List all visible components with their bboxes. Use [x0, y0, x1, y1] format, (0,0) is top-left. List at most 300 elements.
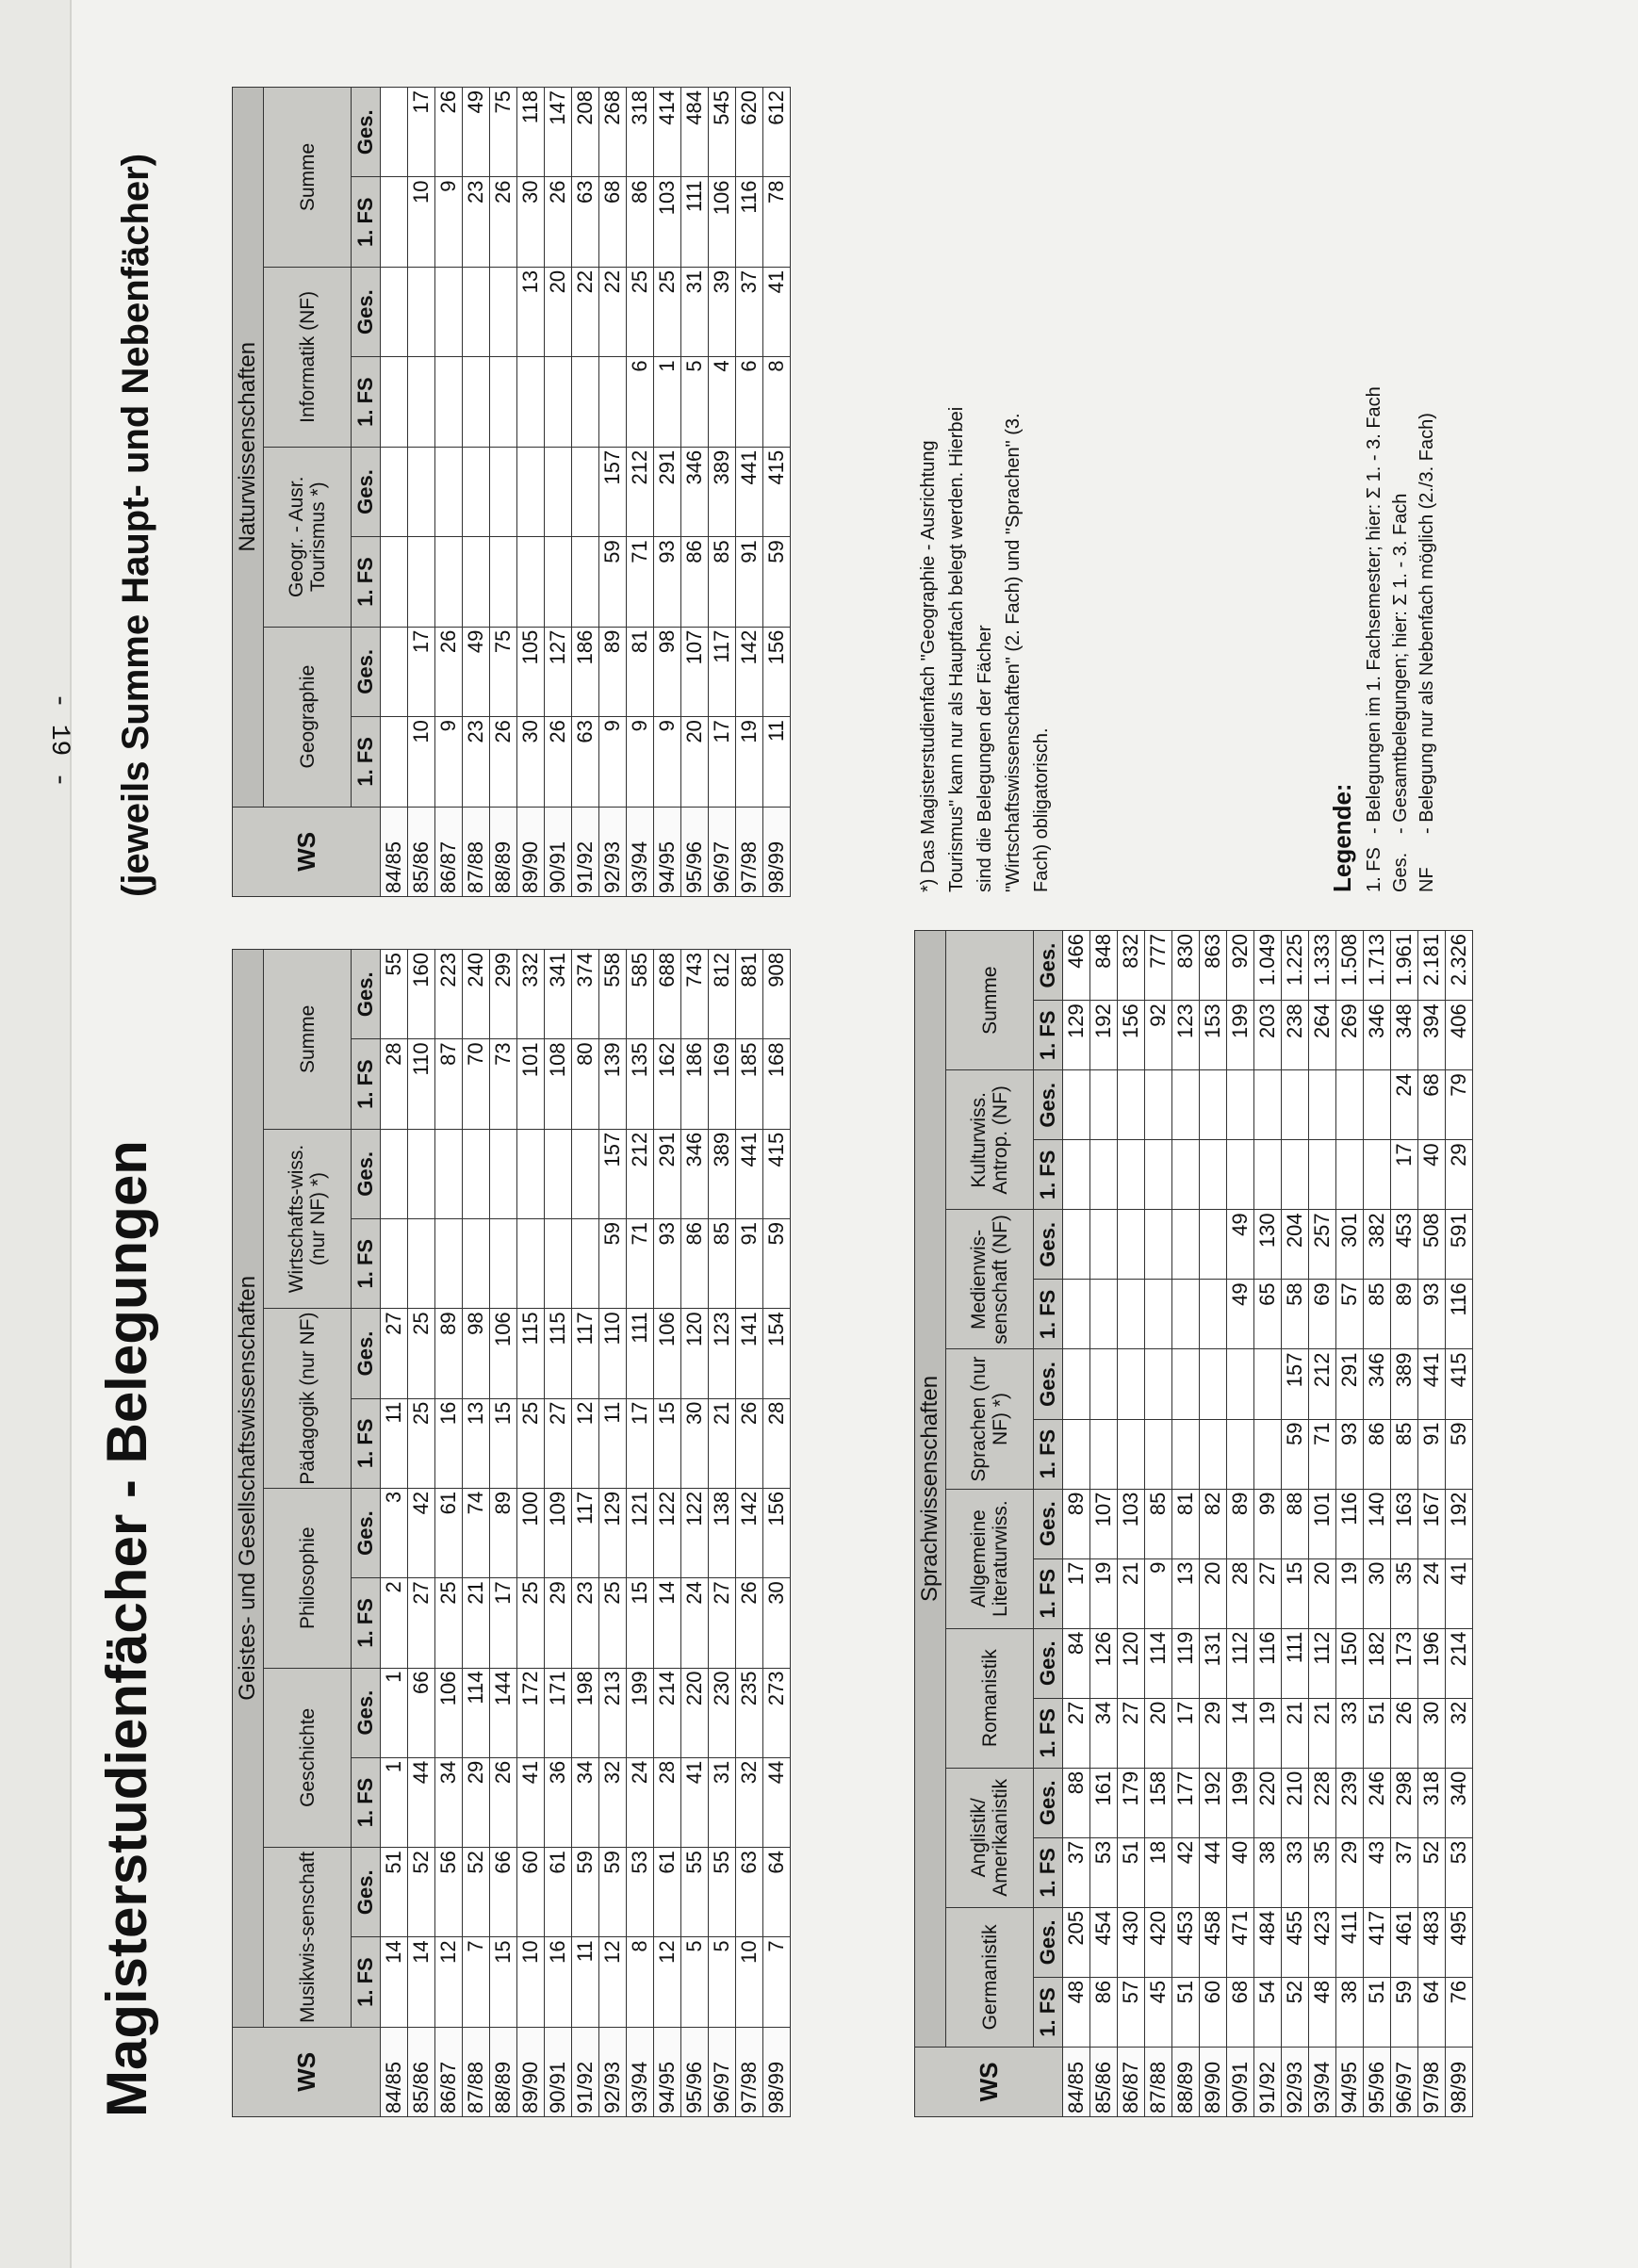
table-cell: 301: [1336, 1210, 1364, 1280]
table-cell: [572, 447, 599, 536]
table-row: [627, 88, 654, 897]
table-cell: 169: [709, 1039, 736, 1129]
table-cell: 22: [599, 267, 627, 356]
table-cell: 60: [1200, 1977, 1227, 2047]
column-group-header: Pädagogik (nur NF): [264, 1309, 352, 1489]
column-header-1fs: 1. FS: [1034, 1280, 1063, 1349]
table-cell: 59: [763, 1219, 791, 1309]
table-cell: 91: [736, 537, 763, 627]
table-cell: 291: [654, 447, 681, 536]
table-cell: 142: [736, 1488, 763, 1577]
row-label-ws: 92/93: [599, 807, 627, 896]
column-group-header: Sprachen (nur NF) *): [946, 1349, 1034, 1489]
table-row: [1172, 931, 1200, 2117]
table-cell: 59: [1282, 1419, 1309, 1489]
table-cell: 51: [1172, 1977, 1200, 2047]
table-cell: 11: [599, 1398, 627, 1488]
table-cell: 55: [381, 950, 408, 1039]
table-cell: 10: [408, 717, 435, 807]
table-cell: 42: [408, 1488, 435, 1577]
table-cell: 484: [1254, 1907, 1282, 1977]
table-cell: 172: [517, 1668, 545, 1757]
table-cell: 441: [736, 1129, 763, 1218]
table-cell: 44: [1200, 1837, 1227, 1907]
table-cell: [517, 1219, 545, 1309]
row-label-ws: 85/86: [1090, 2047, 1118, 2116]
column-group-header: Summe: [264, 950, 352, 1130]
table-cell: 9: [435, 177, 463, 267]
column-group-header: Geschichte: [264, 1668, 352, 1848]
table-cell: [545, 1219, 572, 1309]
table-cell: 21: [1309, 1698, 1336, 1768]
table-cell: 167: [1418, 1489, 1446, 1558]
table-cell: 116: [736, 177, 763, 267]
table-cell: 23: [463, 177, 490, 267]
table-cell: [463, 1219, 490, 1309]
table-cell: 346: [681, 447, 709, 536]
table-cell: 199: [627, 1668, 654, 1757]
row-label-ws: 94/95: [1336, 2047, 1364, 2116]
table-row: [654, 88, 681, 897]
table-cell: 49: [463, 627, 490, 716]
table-cell: 25: [627, 267, 654, 356]
table-row: [463, 88, 490, 897]
legend-text: - Belegungen im 1. Fachsemester; hier: Σ 1. - 3. Fach: [1364, 386, 1384, 834]
table-cell: [1200, 1210, 1227, 1280]
table-cell: 2.181: [1418, 931, 1446, 1001]
table-cell: 29: [463, 1757, 490, 1847]
table-cell: 89: [435, 1309, 463, 1398]
table-cell: [463, 537, 490, 627]
table-cell: 228: [1309, 1768, 1336, 1837]
table-section-title: Sprachwissenschaften: [915, 931, 946, 2048]
row-label-ws: 91/92: [572, 807, 599, 896]
row-label-ws: 90/91: [1227, 2047, 1254, 2116]
table-cell: 56: [435, 1848, 463, 1937]
row-label-ws: 96/97: [1391, 2047, 1418, 2116]
table-cell: 374: [572, 950, 599, 1039]
table-cell: 348: [1391, 1001, 1418, 1070]
table-cell: 27: [545, 1398, 572, 1488]
row-label-ws: 98/99: [763, 2027, 791, 2116]
table-cell: [1227, 1349, 1254, 1419]
table-cell: 93: [1336, 1419, 1364, 1489]
column-group-header: Romanistik: [946, 1628, 1034, 1768]
table-cell: 332: [517, 950, 545, 1039]
table-cell: 81: [1172, 1489, 1200, 1558]
table-cell: 15: [490, 1937, 517, 2027]
table-cell: 41: [1446, 1558, 1473, 1628]
table-cell: 129: [599, 1488, 627, 1577]
table-cell: 142: [736, 627, 763, 716]
table-cell: [435, 447, 463, 536]
column-header-ws: WS: [233, 807, 381, 896]
table-cell: 141: [736, 1309, 763, 1398]
table-cell: 411: [1336, 1907, 1364, 1977]
table-cell: [1336, 1140, 1364, 1210]
table-cell: 591: [1446, 1210, 1473, 1280]
table-cell: 150: [1336, 1628, 1364, 1698]
column-header-1fs: 1. FS: [352, 537, 381, 627]
table-cell: 86: [681, 1219, 709, 1309]
table-cell: [545, 1129, 572, 1218]
table-cell: 12: [654, 1937, 681, 2027]
rotated-page-content: [66, 0, 1638, 2268]
table-cell: 26: [736, 1578, 763, 1668]
table-cell: 15: [490, 1398, 517, 1488]
row-label-ws: 96/97: [709, 807, 736, 896]
table-cell: 79: [1446, 1070, 1473, 1140]
table-cell: 389: [709, 1129, 736, 1218]
table-cell: 185: [736, 1039, 763, 1129]
legend-key: Ges.: [1390, 852, 1411, 892]
table-row: [1391, 931, 1418, 2117]
table-cell: 55: [681, 1848, 709, 1937]
table-cell: 25: [408, 1309, 435, 1398]
table-cell: 24: [627, 1757, 654, 1847]
column-header-1fs: 1. FS: [352, 1578, 381, 1668]
row-label-ws: 97/98: [736, 807, 763, 896]
table-cell: 26: [545, 177, 572, 267]
column-header-ws: WS: [233, 2027, 381, 2116]
table-cell: 157: [599, 1129, 627, 1218]
table-cell: [1118, 1280, 1145, 1349]
row-label-ws: 98/99: [1446, 2047, 1473, 2116]
table-cell: 12: [572, 1398, 599, 1488]
table-cell: 24: [1418, 1558, 1446, 1628]
table-row: [709, 88, 736, 897]
row-label-ws: 93/94: [1309, 2047, 1336, 2116]
column-header-ges: Ges.: [1034, 1489, 1063, 1558]
table-cell: 192: [1090, 1001, 1118, 1070]
table-cell: 86: [1090, 1977, 1118, 2047]
table-cell: 14: [1227, 1698, 1254, 1768]
page-number: - 19 -: [43, 693, 74, 788]
table-cell: 107: [681, 627, 709, 716]
table-cell: 458: [1200, 1907, 1227, 1977]
table-cell: 121: [627, 1488, 654, 1577]
table-cell: 30: [1418, 1698, 1446, 1768]
table-cell: 415: [763, 1129, 791, 1218]
table-cell: [1172, 1210, 1200, 1280]
table-cell: 441: [736, 447, 763, 536]
table-cell: 17: [408, 627, 435, 716]
table-cell: [381, 717, 408, 807]
column-group-header: Wirtschafts-wiss. (nur NF) *): [264, 1129, 352, 1309]
table-cell: 13: [1172, 1558, 1200, 1628]
row-label-ws: 97/98: [1418, 2047, 1446, 2116]
table-cell: 453: [1391, 1210, 1418, 1280]
table-cell: [408, 267, 435, 356]
table-row: [736, 950, 763, 2117]
table-cell: 129: [1063, 1001, 1090, 1070]
table-cell: [1254, 1140, 1282, 1210]
column-header-ges: Ges.: [1034, 1349, 1063, 1419]
table-row: [1118, 931, 1145, 2117]
table-cell: 135: [627, 1039, 654, 1129]
table-row: [381, 88, 408, 897]
table-row: [463, 950, 490, 2117]
row-label-ws: 94/95: [654, 807, 681, 896]
column-header-ges: Ges.: [1034, 1907, 1063, 1977]
table-cell: [463, 357, 490, 447]
table-cell: 10: [408, 177, 435, 267]
table-cell: 106: [654, 1309, 681, 1398]
table-cell: 220: [681, 1668, 709, 1757]
table-row: [435, 950, 463, 2117]
table-cell: 160: [408, 950, 435, 1039]
table-row: [1200, 931, 1227, 2117]
table-cell: 105: [517, 627, 545, 716]
table-cell: 115: [545, 1309, 572, 1398]
table-cell: 196: [1418, 1628, 1446, 1698]
row-label-ws: 88/89: [490, 807, 517, 896]
table-cell: 12: [435, 1937, 463, 2027]
table-row: [599, 88, 627, 897]
row-label-ws: 89/90: [517, 2027, 545, 2116]
table-cell: 1.713: [1364, 931, 1391, 1001]
table-cell: [1118, 1140, 1145, 1210]
table-cell: 1.225: [1282, 931, 1309, 1001]
table-cell: 389: [1391, 1349, 1418, 1419]
table-cell: 11: [572, 1937, 599, 2027]
column-header-ges: Ges.: [352, 1129, 381, 1218]
column-header-ges: Ges.: [352, 627, 381, 716]
table-cell: 24: [1391, 1070, 1418, 1140]
table-cell: 20: [681, 717, 709, 807]
table-cell: [1063, 1140, 1090, 1210]
table-cell: 156: [763, 1488, 791, 1577]
table-cell: 85: [1145, 1489, 1172, 1558]
row-label-ws: 87/88: [463, 807, 490, 896]
column-group-header: Summe: [264, 88, 352, 268]
table-cell: 198: [572, 1668, 599, 1757]
table-cell: 86: [681, 537, 709, 627]
table-cell: 74: [463, 1488, 490, 1577]
table-cell: 6: [736, 357, 763, 447]
table-cell: 89: [1227, 1489, 1254, 1558]
row-label-ws: 86/87: [435, 2027, 463, 2116]
table-cell: 264: [1309, 1001, 1336, 1070]
table-cell: [1336, 1070, 1364, 1140]
column-header-1fs: 1. FS: [1034, 1837, 1063, 1907]
table-cell: 89: [599, 627, 627, 716]
table-row: [517, 88, 545, 897]
table-cell: 26: [736, 1398, 763, 1488]
table-cell: 37: [1391, 1837, 1418, 1907]
table-cell: 182: [1364, 1628, 1391, 1698]
table-cell: 177: [1172, 1768, 1200, 1837]
table-cell: 71: [627, 537, 654, 627]
table-cell: [1172, 1140, 1200, 1210]
table-cell: 32: [1446, 1698, 1473, 1768]
table-cell: 51: [1364, 1698, 1391, 1768]
row-label-ws: 91/92: [572, 2027, 599, 2116]
table-cell: 16: [545, 1937, 572, 2027]
table-cell: 466: [1063, 931, 1090, 1001]
table-cell: 123: [709, 1309, 736, 1398]
table-cell: [435, 1219, 463, 1309]
table-cell: [572, 1129, 599, 1218]
table-cell: 21: [1118, 1558, 1145, 1628]
table-cell: 156: [1118, 1001, 1145, 1070]
table-cell: [1063, 1419, 1090, 1489]
table-cell: 36: [545, 1757, 572, 1847]
table-cell: 1.333: [1309, 931, 1336, 1001]
table-cell: 68: [599, 177, 627, 267]
table-cell: 98: [654, 627, 681, 716]
table-cell: [1063, 1349, 1090, 1419]
table-cell: 57: [1118, 1977, 1145, 2047]
table-cell: 382: [1364, 1210, 1391, 1280]
table-cell: 43: [1364, 1837, 1391, 1907]
table-cell: 22: [572, 267, 599, 356]
table-cell: 100: [517, 1488, 545, 1577]
table-cell: 235: [736, 1668, 763, 1757]
table-cell: 25: [408, 1398, 435, 1488]
table-cell: 92: [1145, 1001, 1172, 1070]
table-cell: 119: [1172, 1628, 1200, 1698]
table-cell: 199: [1227, 1001, 1254, 1070]
column-header-ges: Ges.: [352, 1668, 381, 1757]
column-header-1fs: 1. FS: [352, 1219, 381, 1309]
row-label-ws: 93/94: [627, 2027, 654, 2116]
table-cell: 51: [381, 1848, 408, 1937]
table-cell: [408, 447, 435, 536]
table-cell: 71: [1309, 1419, 1336, 1489]
table-cell: 88: [1282, 1489, 1309, 1558]
row-label-ws: 84/85: [1063, 2047, 1090, 2116]
column-header-ges: Ges.: [352, 267, 381, 356]
table-cell: [1172, 1280, 1200, 1349]
table-cell: [1090, 1419, 1118, 1489]
table-cell: 461: [1391, 1907, 1418, 1977]
table-cell: [1254, 1070, 1282, 1140]
table-cell: [1172, 1070, 1200, 1140]
table-cell: 214: [654, 1668, 681, 1757]
table-cell: 76: [1446, 1977, 1473, 2047]
table-cell: 154: [763, 1309, 791, 1398]
table-cell: 204: [1282, 1210, 1309, 1280]
table-cell: 220: [1254, 1768, 1282, 1837]
table-cell: [1063, 1070, 1090, 1140]
table-cell: 213: [599, 1668, 627, 1757]
table-cell: 33: [1282, 1837, 1309, 1907]
table-cell: [1227, 1140, 1254, 1210]
table-cell: 9: [1145, 1558, 1172, 1628]
table-cell: 147: [545, 88, 572, 178]
table-row: [1254, 931, 1282, 2117]
table-cell: 26: [490, 177, 517, 267]
column-header-1fs: 1. FS: [352, 717, 381, 807]
legend-title: Legende:: [1328, 783, 1356, 892]
table-cell: 59: [763, 537, 791, 627]
table-cell: 20: [1200, 1558, 1227, 1628]
legend-key: 1. FS: [1364, 847, 1384, 892]
table-cell: 28: [381, 1039, 408, 1129]
table-cell: 42: [1172, 1837, 1200, 1907]
column-header-1fs: 1. FS: [352, 1937, 381, 2027]
table-cell: 415: [763, 447, 791, 536]
table-cell: 203: [1254, 1001, 1282, 1070]
table-cell: 98: [463, 1309, 490, 1398]
table-cell: [1118, 1210, 1145, 1280]
legend-item: [1361, 365, 1387, 892]
table-cell: 417: [1364, 1907, 1391, 1977]
table-cell: 199: [1227, 1768, 1254, 1837]
column-group-header: Geographie: [264, 627, 352, 807]
table-cell: [1118, 1419, 1145, 1489]
table-cell: 157: [599, 447, 627, 536]
table-cell: [1200, 1070, 1227, 1140]
table-cell: [490, 267, 517, 356]
table-cell: 30: [517, 177, 545, 267]
table-cell: [599, 357, 627, 447]
table-cell: 13: [463, 1398, 490, 1488]
table-cell: 127: [545, 627, 572, 716]
column-header-1fs: 1. FS: [1034, 1698, 1063, 1768]
column-header-1fs: 1. FS: [352, 1398, 381, 1488]
table-cell: 59: [599, 537, 627, 627]
column-header-ges: Ges.: [352, 447, 381, 536]
table-cell: 27: [1118, 1698, 1145, 1768]
table-cell: 126: [1090, 1628, 1118, 1698]
table-cell: 14: [381, 1937, 408, 2027]
column-header-ges: Ges.: [1034, 1210, 1063, 1280]
table-cell: [490, 357, 517, 447]
table-cell: 620: [736, 88, 763, 178]
table-cell: [1090, 1210, 1118, 1280]
table-row: [763, 950, 791, 2117]
table-cell: [1118, 1349, 1145, 1419]
table-cell: 3: [381, 1488, 408, 1577]
table-cell: 80: [572, 1039, 599, 1129]
table-cell: 35: [1309, 1837, 1336, 1907]
table-cell: 101: [1309, 1489, 1336, 1558]
table-cell: 14: [654, 1578, 681, 1668]
table-cell: 81: [627, 627, 654, 716]
table-cell: [490, 447, 517, 536]
column-group-header: Allgemeine Literaturwiss.: [946, 1489, 1034, 1628]
table-cell: 28: [654, 1757, 681, 1847]
table-cell: 63: [572, 177, 599, 267]
table-cell: 108: [545, 1039, 572, 1129]
table-cell: 93: [654, 1219, 681, 1309]
table-cell: 585: [627, 950, 654, 1039]
table-cell: 89: [1063, 1489, 1090, 1558]
table-cell: 830: [1172, 931, 1200, 1001]
table-cell: 33: [1336, 1698, 1364, 1768]
table-cell: 89: [490, 1488, 517, 1577]
table-cell: 454: [1090, 1907, 1118, 1977]
table-cell: 49: [463, 88, 490, 178]
table-cell: 106: [709, 177, 736, 267]
table-cell: 59: [599, 1219, 627, 1309]
table-cell: 508: [1418, 1210, 1446, 1280]
table-cell: [435, 1129, 463, 1218]
table-cell: 85: [1391, 1419, 1418, 1489]
table-cell: 106: [435, 1668, 463, 1757]
table-row: [517, 950, 545, 2117]
table-cell: 61: [654, 1848, 681, 1937]
table-cell: 341: [545, 950, 572, 1039]
table-row: [1309, 931, 1336, 2117]
table-row: [545, 88, 572, 897]
table-row: [1090, 931, 1118, 2117]
table-cell: 91: [1418, 1419, 1446, 1489]
table-cell: 103: [1118, 1489, 1145, 1558]
table-cell: 41: [681, 1757, 709, 1847]
